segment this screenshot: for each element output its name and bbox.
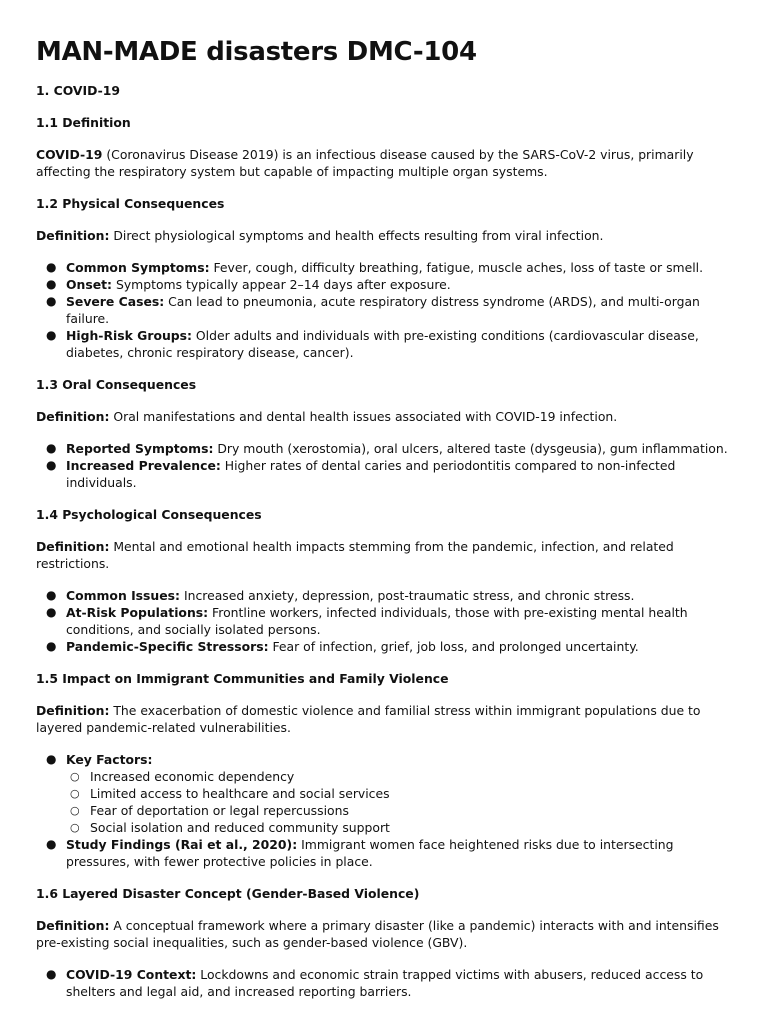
bullet-icon: ● <box>46 277 57 291</box>
circle-bullet-icon: ○ <box>70 804 80 817</box>
list-item <box>46 440 732 457</box>
bullet-icon: ● <box>46 605 57 619</box>
list-item <box>46 587 732 604</box>
key-factors-sublist <box>66 768 732 836</box>
bullet-icon: ● <box>46 458 57 472</box>
item-label: Common Symptoms: <box>66 260 210 275</box>
covid-definition-text: (Coronavirus Disease 2019) is an infectious disease caused by the SARS-CoV-2 virus, primarily affecting the respiratory system but capable of impacting multiple organ systems. <box>36 147 694 179</box>
item-text: Increased anxiety, depression, post-traumatic stress, and chronic stress. <box>180 588 635 603</box>
item-label: Pandemic-Specific Stressors: <box>66 639 269 654</box>
item-label: Severe Cases: <box>66 294 165 309</box>
definition-label: Definition: <box>36 703 110 718</box>
sub-list-item <box>70 819 732 836</box>
item-text: Fear of infection, grief, job loss, and prolonged uncertainty. <box>268 639 639 654</box>
item-label: Study Findings (Rai et al., 2020): <box>66 837 298 852</box>
bullet-icon: ● <box>46 639 57 653</box>
list-item <box>46 638 732 655</box>
sub-item-text: Fear of deportation or legal repercussions <box>90 803 349 818</box>
physical-list <box>36 259 732 361</box>
list-item <box>46 259 732 276</box>
list-item <box>46 293 732 327</box>
sub-item-text: Limited access to healthcare and social services <box>90 786 390 801</box>
immigrant-definition <box>36 702 732 736</box>
definition-text: A conceptual framework where a primary disaster (like a pandemic) interacts with and intensifies pre-existing social inequalities, such as gender-based violence (GBV). <box>36 918 719 950</box>
bullet-icon: ● <box>46 837 57 851</box>
bullet-icon: ● <box>46 588 57 602</box>
item-text: Immigrant women face heightened risks due to intersecting pressures, with fewer protective policies in place. <box>66 837 674 869</box>
circle-bullet-icon: ○ <box>70 770 80 783</box>
item-text: Older adults and individuals with pre-existing conditions (cardiovascular disease, diabetes, chronic respiratory disease, cancer). <box>66 328 699 360</box>
item-label: Increased Prevalence: <box>66 458 221 473</box>
immigrant-list <box>36 751 732 870</box>
definition-label: Definition: <box>36 228 110 243</box>
definition-text: Oral manifestations and dental health issues associated with COVID-19 infection. <box>109 409 618 424</box>
item-text: Fever, cough, difficulty breathing, fatigue, muscle aches, loss of taste or smell. <box>209 260 704 275</box>
section-heading-oral: 1.3 Oral Consequences <box>36 377 197 392</box>
bullet-icon: ● <box>46 260 57 274</box>
item-text: Can lead to pneumonia, acute respiratory distress syndrome (ARDS), and multi-organ failure. <box>66 294 700 326</box>
item-label: Onset: <box>66 277 113 292</box>
sub-item-text: Increased economic dependency <box>90 769 295 784</box>
definition-text: Mental and emotional health impacts stemming from the pandemic, infection, and related restrictions. <box>36 539 674 571</box>
list-item <box>46 966 732 1000</box>
circle-bullet-icon: ○ <box>70 821 80 834</box>
layered-disaster-definition <box>36 917 732 951</box>
definition-label: Definition: <box>36 409 110 424</box>
bullet-icon: ● <box>46 441 57 455</box>
item-label: COVID-19 Context: <box>66 967 197 982</box>
sub-list-item <box>70 768 732 785</box>
bullet-icon: ● <box>46 752 57 766</box>
covid-definition-paragraph <box>36 146 732 180</box>
item-text: Lockdowns and economic strain trapped victims with abusers, reduced access to shelters and legal aid, and increased reporting barriers. <box>66 967 704 999</box>
item-text: Higher rates of dental caries and periodontitis compared to non-infected individuals. <box>66 458 676 490</box>
document-title: MAN-MADE disasters DMC-104 <box>36 37 477 67</box>
list-item <box>46 836 732 870</box>
definition-label: Definition: <box>36 918 110 933</box>
section-heading-layered-disaster: 1.6 Layered Disaster Concept (Gender-Based Violence) <box>36 886 420 901</box>
item-text: Frontline workers, infected individuals, those with pre-existing mental health conditions, and socially isolated persons. <box>66 605 688 637</box>
section-heading-definition: 1.1 Definition <box>36 115 131 130</box>
item-label: Common Issues: <box>66 588 180 603</box>
layered-disaster-list <box>36 966 732 1000</box>
item-label: High-Risk Groups: <box>66 328 192 343</box>
definition-label: Definition: <box>36 539 110 554</box>
oral-list <box>36 440 732 491</box>
section-heading-physical: 1.2 Physical Consequences <box>36 196 225 211</box>
definition-text: Direct physiological symptoms and health effects resulting from viral infection. <box>109 228 604 243</box>
section-heading-psychological: 1.4 Psychological Consequences <box>36 507 262 522</box>
key-factors-label: Key Factors: <box>66 752 153 767</box>
item-text: Symptoms typically appear 2–14 days after exposure. <box>112 277 451 292</box>
oral-definition <box>36 408 732 425</box>
psychological-list <box>36 587 732 655</box>
item-text: Dry mouth (xerostomia), oral ulcers, altered taste (dysgeusia), gum inflammation. <box>213 441 728 456</box>
item-label: Reported Symptoms: <box>66 441 214 456</box>
psychological-definition <box>36 538 732 572</box>
circle-bullet-icon: ○ <box>70 787 80 800</box>
physical-definition <box>36 227 732 244</box>
list-item <box>46 751 732 836</box>
sub-item-text: Social isolation and reduced community support <box>90 820 390 835</box>
section-heading-covid: 1. COVID-19 <box>36 83 121 98</box>
definition-text: The exacerbation of domestic violence and familial stress within immigrant populations due to layered pandemic-related vulnerabilities. <box>36 703 701 735</box>
list-item <box>46 327 732 361</box>
bullet-icon: ● <box>46 967 57 981</box>
sub-list-item <box>70 785 732 802</box>
list-item <box>46 276 732 293</box>
sub-list-item <box>70 802 732 819</box>
list-item <box>46 457 732 491</box>
list-item <box>46 604 732 638</box>
section-heading-immigrant: 1.5 Impact on Immigrant Communities and Family Violence <box>36 671 449 686</box>
bullet-icon: ● <box>46 294 57 308</box>
covid-term: COVID-19 <box>36 147 103 162</box>
item-label: At-Risk Populations: <box>66 605 209 620</box>
bullet-icon: ● <box>46 328 57 342</box>
